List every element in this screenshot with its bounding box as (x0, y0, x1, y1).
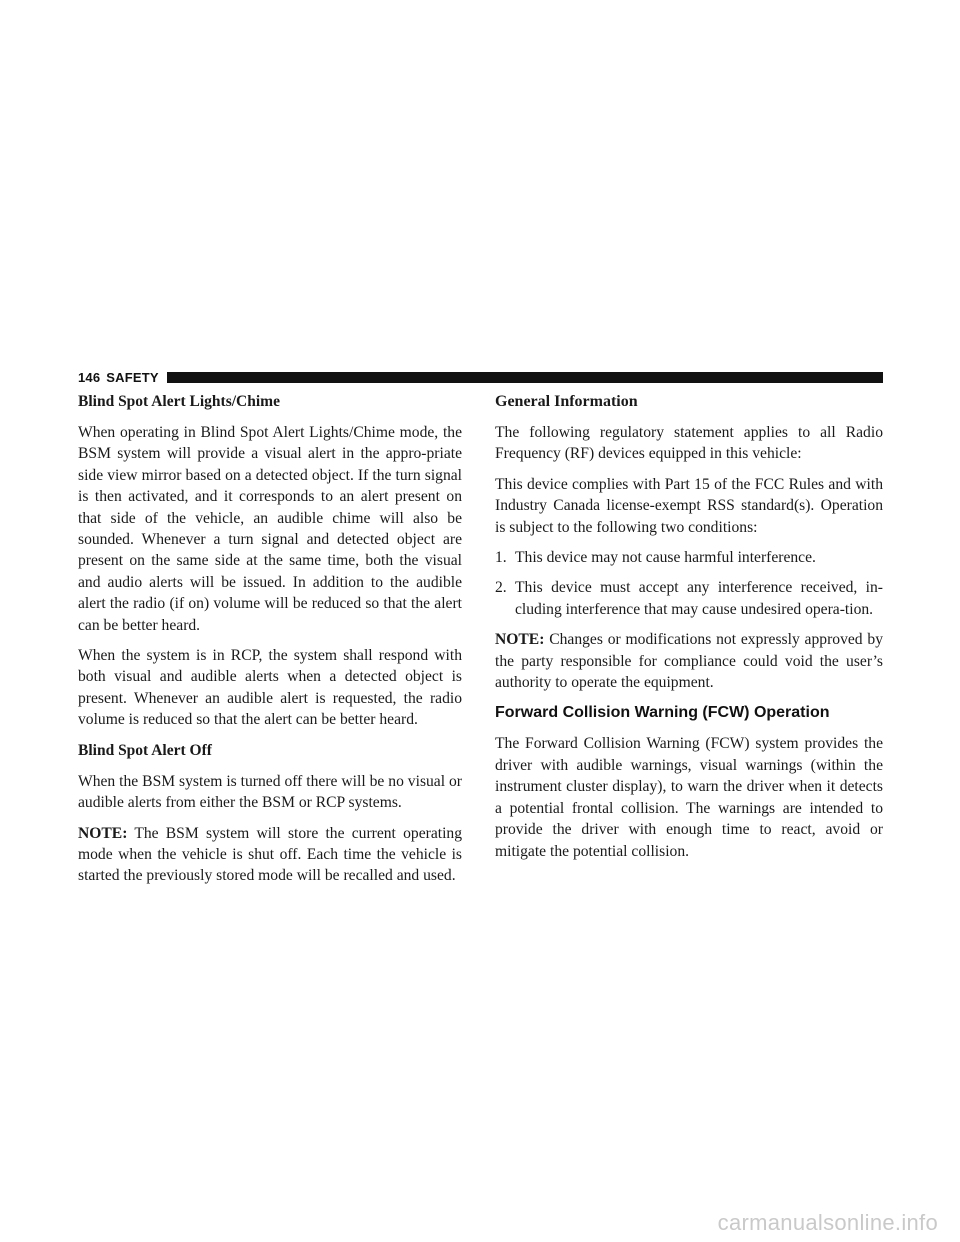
header-rule (167, 372, 883, 383)
heading-blind-spot-alert-lights-chime: Blind Spot Alert Lights/Chime (78, 393, 280, 410)
list-text: This device must accept any interference received, in-cluding interference that may cause undesired opera-tion. (515, 579, 883, 618)
note-paragraph (495, 629, 883, 693)
paragraph: When the system is in RCP, the system shall respond with both visual and audible alerts when a detected object is present. Whenever an audible alert is requested, the radio volume is reduced so that the alert can be better heard. (78, 647, 462, 729)
heading-forward-collision-warning: Forward Collision Warning (FCW) Operation (495, 704, 830, 722)
note-text: Changes or modifications not expressly approved by the party responsible for compliance could void the user’s authority to operate the equipment. (495, 631, 883, 692)
left-column (78, 391, 462, 896)
paragraph: The Forward Collision Warning (FCW) system provides the driver with audible warnings, visual warnings (within the instrument cluster display), to warn the driver when it detects a potential frontal collision. The warnings are intended to provide the driver with enough time to react, avoid or mitigate the potential collision. (495, 735, 883, 860)
list-number: 2. (495, 579, 507, 597)
note-paragraph (78, 823, 462, 887)
right-column (495, 391, 883, 871)
paragraph: The following regulatory statement applies to all Radio Frequency (RF) devices equipped in this vehicle: (495, 424, 883, 463)
note-label: NOTE: (78, 824, 128, 842)
paragraph: This device complies with Part 15 of the FCC Rules and with Industry Canada license-exempt RSS standard(s). Operation is subject to the following two conditions: (495, 475, 883, 536)
watermark: carmanualsonline.info (717, 1210, 938, 1235)
list-number: 1. (495, 549, 507, 567)
list-item (495, 547, 883, 568)
page-header (78, 369, 883, 385)
heading-general-information: General Information (495, 393, 638, 410)
note-text: The BSM system will store the current operating mode when the vehicle is shut off. Each time the vehicle is started the previously stored mode will be recalled and used. (78, 824, 462, 885)
list-text: This device may not cause harmful interference. (515, 549, 816, 567)
section-title: SAFETY (106, 369, 159, 385)
heading-blind-spot-alert-off: Blind Spot Alert Off (78, 741, 212, 759)
note-label: NOTE: (495, 631, 545, 649)
list-item (495, 577, 883, 620)
paragraph: When the BSM system is turned off there will be no visual or audible alerts from either the BSM or RCP systems. (78, 772, 462, 812)
page-number: 146 (78, 369, 101, 385)
paragraph: When operating in Blind Spot Alert Lights/Chime mode, the BSM system will provide a visual alert in the appro-priate side view mirror based on a detected object. If the turn signal is then activated, and it corresponds to an alert present on that side of the vehicle, an audible chime will also be sounded. Whenever a turn signal and detected object are present on the same side at the same time, both the visual and audio alerts will be issued. In addition to the audible alert the radio (if on) volume will be reduced so that the alert can be better heard. (78, 424, 462, 634)
